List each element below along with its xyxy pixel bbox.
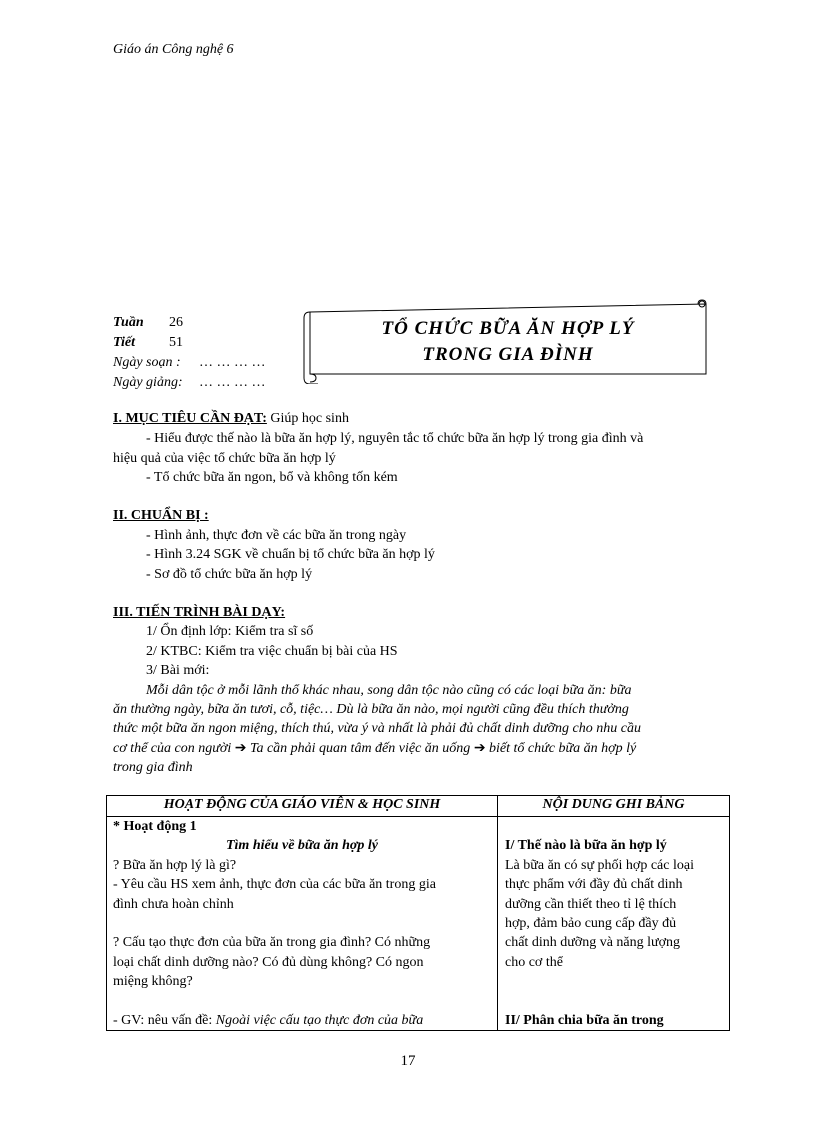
section-3-step: 1/ Ổn định lớp: Kiểm tra sĩ số <box>146 624 314 639</box>
table-header-divider <box>107 816 729 817</box>
left-last-plain: - GV: nêu vấn đề: <box>113 1013 213 1028</box>
activity-label: * Hoạt động 1 <box>113 819 197 834</box>
left-line: miệng không? <box>113 974 193 989</box>
section-1-line-2: hiệu quả của việc tổ chức bữa ăn hợp lý <box>113 451 336 466</box>
right-heading-1: I/ Thế nào là bữa ăn hợp lý <box>505 838 667 853</box>
right-line: thực phẩm với đầy đủ chất dinh <box>505 877 683 892</box>
prepared-label: Ngày soạn : <box>113 355 181 370</box>
lesson-meta <box>113 313 266 393</box>
left-line: đình chưa hoàn chỉnh <box>113 897 234 912</box>
left-line: - Yêu cầu HS xem ảnh, thực đơn của các bữa ăn trong gia <box>113 877 436 892</box>
right-line: hợp, đảm bảo cung cấp đầy đủ <box>505 916 677 931</box>
table-header-activities: HOẠT ĐỘNG CỦA GIÁO VIÊN & HỌC SINH <box>163 797 441 812</box>
taught-value: … … … … <box>199 375 266 390</box>
section-2-item: - Hình ảnh, thực đơn về các bữa ăn trong ngày <box>146 528 407 543</box>
title-line-2: TRONG GIA ĐÌNH <box>422 344 594 365</box>
left-line: loại chất dinh dưỡng nào? Có đủ dùng không? Có ngon <box>113 955 424 970</box>
lesson-table <box>106 795 730 1031</box>
section-2-item: - Sơ đồ tổ chức bữa ăn hợp lý <box>146 567 313 582</box>
intro-line: ăn thường ngày, bữa ăn tươi, cỗ, tiệc… Dù là bữa ăn nào, mọi người cũng đều thích thưởng <box>113 702 629 717</box>
section-1-line-1: - Hiểu được thế nào là bữa ăn hợp lý, nguyên tắc tổ chức bữa ăn hợp lý trong gia đình và <box>146 431 644 446</box>
section-1-heading-suffix: Giúp học sinh <box>270 411 349 426</box>
section-1-heading-row <box>113 411 349 427</box>
left-last-italic: Ngoài việc cấu tạo thực đơn của bữa <box>215 1013 424 1028</box>
activity-title: Tìm hiểu về bữa ăn hợp lý <box>225 838 378 853</box>
section-2-heading: II. CHUẨN BỊ : <box>113 508 209 523</box>
intro-line: trong gia đình <box>113 760 193 775</box>
intro-line: thức một bữa ăn ngon miệng, thích thú, vừa ý và nhất là phải đủ chất dinh dưỡng cho nhu cầu <box>113 721 641 736</box>
title-line-1: TỔ CHỨC BỮA ĂN HỢP LÝ <box>381 318 635 339</box>
right-arrow-icon: ➔ <box>234 741 247 756</box>
left-last-line <box>113 1013 423 1029</box>
lesson-label: Tiết <box>113 335 136 350</box>
section-1-line-3: - Tổ chức bữa ăn ngon, bổ và không tốn kém <box>146 470 398 485</box>
right-heading-2: II/ Phân chia bữa ăn trong <box>505 1013 664 1028</box>
right-line: Là bữa ăn có sự phối hợp các loại <box>505 858 694 873</box>
prepared-value: … … … … <box>199 355 266 370</box>
page-number: 17 <box>400 1053 416 1069</box>
taught-label: Ngày giảng: <box>113 375 183 390</box>
week-label: Tuần <box>113 315 144 330</box>
intro-line-4 <box>113 740 636 757</box>
section-3-step: 2/ KTBC: Kiểm tra việc chuẩn bị bài của HS <box>146 644 398 659</box>
lesson-title <box>312 316 704 368</box>
right-arrow-icon: ➔ <box>473 741 486 756</box>
section-1-heading: I. MỤC TIÊU CẦN ĐẠT: <box>113 411 267 426</box>
document-header: Giáo án Công nghệ 6 <box>113 42 234 57</box>
intro-line: Mỗi dân tộc ở mỗi lãnh thổ khác nhau, song dân tộc nào cũng có các loại bữa ăn: bữa <box>146 683 632 698</box>
left-line: ? Cấu tạo thực đơn của bữa ăn trong gia đình? Có những <box>113 935 431 950</box>
right-line: dưỡng cần thiết theo tỉ lệ thích <box>505 897 677 912</box>
intro-line-4-part-b: Ta cần phải quan tâm đến việc ăn uống <box>249 741 471 756</box>
section-2-item: - Hình 3.24 SGK về chuẩn bị tổ chức bữa ăn hợp lý <box>146 547 435 562</box>
intro-line-4-part-c: biết tổ chức bữa ăn hợp lý <box>489 741 637 756</box>
section-3-step: 3/ Bài mới: <box>146 663 210 678</box>
section-3-heading: III. TIẾN TRÌNH BÀI DẠY: <box>113 605 286 620</box>
week-value: 26 <box>169 315 183 330</box>
left-line: ? Bữa ăn hợp lý là gì? <box>113 858 237 873</box>
intro-line-4-part-a: cơ thể của con người <box>113 741 232 756</box>
table-column-divider <box>497 796 498 1030</box>
table-header-content: NỘI DUNG GHI BẢNG <box>542 797 685 812</box>
right-line: chất dinh dưỡng và năng lượng <box>505 935 681 950</box>
right-line: cho cơ thể <box>505 955 563 970</box>
lesson-value: 51 <box>169 335 183 350</box>
